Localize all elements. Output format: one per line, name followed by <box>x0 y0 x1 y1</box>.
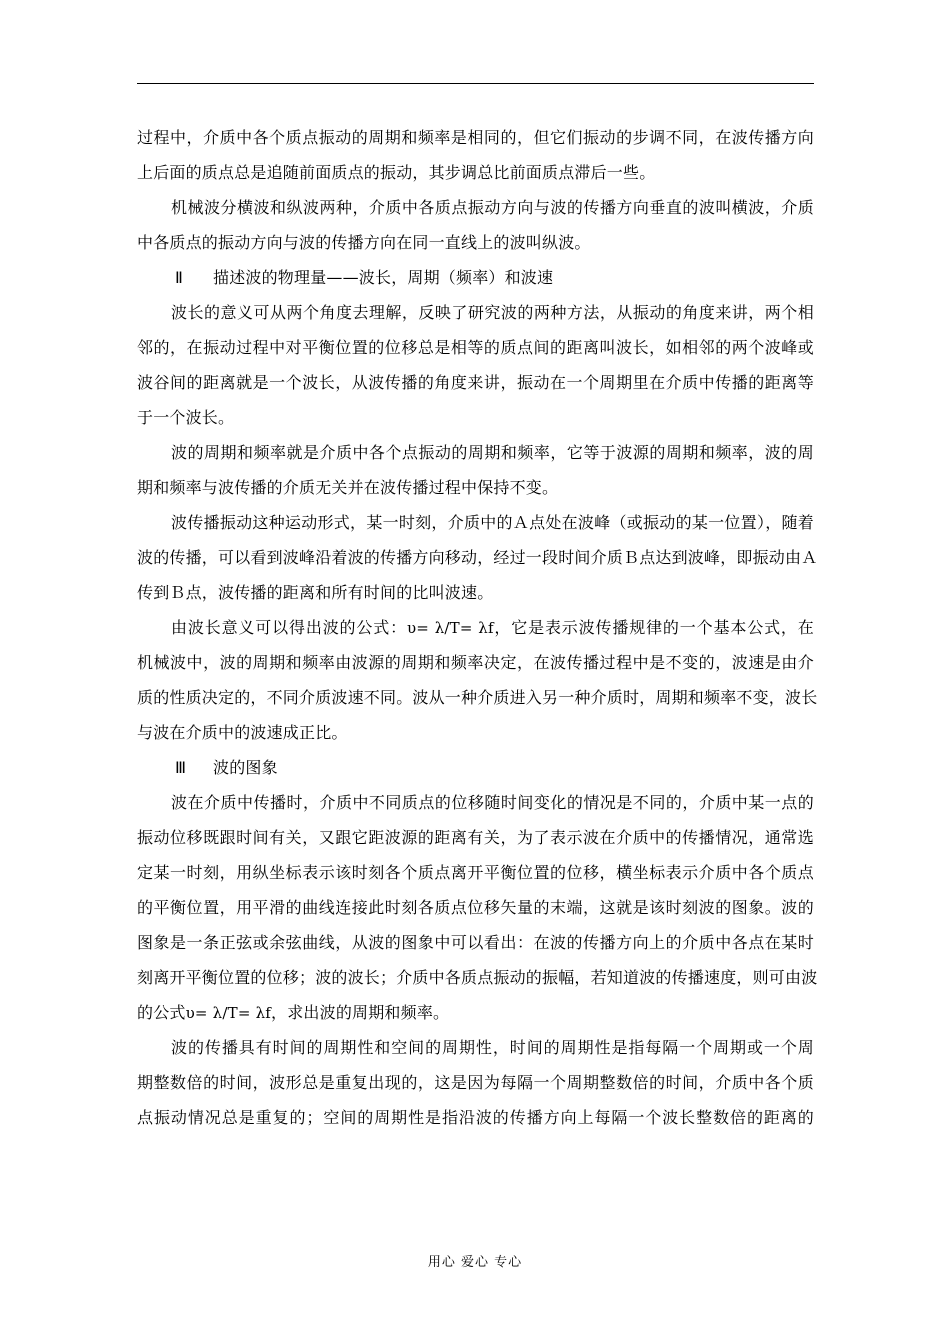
text-line: 波谷间的距离就是一个波长，从波传播的角度来讲，振动在一个周期里在介质中传播的距离等 <box>137 373 814 392</box>
formula-prefix: 的公式 <box>137 1003 186 1022</box>
text-line: 定某一时刻，用纵坐标表示该时刻各个质点离开平衡位置的位移，横坐标表示介质中各个质点 <box>137 863 814 882</box>
text-line: 波在介质中传播时，介质中不同质点的位移随时间变化的情况是不同的，介质中某一点的 <box>171 793 814 812</box>
text-line: 与波在介质中的波速成正比。 <box>137 723 348 742</box>
text-line: 图象是一条正弦或余弦曲线，从波的图象中可以看出：在波的传播方向上的介质中各点在某时 <box>137 933 814 952</box>
text-line: 机械波中，波的周期和频率由波源的周期和频率决定，在波传播过程中是不变的，波速是由介 <box>137 653 814 672</box>
text-line: 期整数倍的时间，波形总是重复出现的，这是因为每隔一个周期整数倍的时间，介质中各个质 <box>137 1073 814 1092</box>
text-line: 期和频率与波传播的介质无关并在波传播过程中保持不变。 <box>137 478 559 497</box>
text-line: 刻离开平衡位置的位移；波的波长；介质中各质点振动的振幅，若知道波的传播速度，则可由波 <box>137 968 818 987</box>
header-rule <box>137 83 814 84</box>
text-line: 中各质点的振动方向与波的传播方向在同一直线上的波叫纵波。 <box>137 233 591 252</box>
text-line: 点振动情况总是重复的；空间的周期性是指沿波的传播方向上每隔一个波长整数倍的距离的 <box>137 1108 814 1127</box>
text-line: 波的周期和频率就是介质中各个点振动的周期和频率，它等于波源的周期和频率，波的周 <box>171 443 814 462</box>
section-number: Ⅲ <box>175 758 187 777</box>
text-line: 于一个波长。 <box>137 408 235 427</box>
section-heading-2 <box>175 268 553 288</box>
text-line: 振动位移既跟时间有关，又跟它距波源的距离有关，为了表示波在介质中的传播情况，通常选 <box>137 828 814 847</box>
text-line: 波长的意义可从两个角度去理解，反映了研究波的两种方法，从振动的角度来讲，两个相 <box>171 303 814 322</box>
formula-suffix: ，求出波的周期和频率。 <box>271 1003 450 1022</box>
formula-line <box>137 618 814 638</box>
text-line: 过程中，介质中各个质点振动的周期和频率是相同的，但它们振动的步调不同，在波传播方向 <box>137 128 814 147</box>
section-title: 波的图象 <box>213 758 278 777</box>
text-line: 波传播振动这种运动形式，某一时刻，介质中的Ａ点处在波峰（或振动的某一位置），随着 <box>171 513 814 532</box>
wave-formula: υ= λ/T= λf <box>406 619 494 637</box>
text-line: 质的性质决定的，不同介质波速不同。波从一种介质进入另一种介质时，周期和频率不变，波长 <box>137 688 818 707</box>
formula-prefix: 由波长意义可以得出波的公式： <box>171 618 407 637</box>
section-heading-3 <box>175 758 278 778</box>
page-footer: 用心 爱心 专心 <box>427 1255 523 1270</box>
text-line: 的平衡位置，用平滑的曲线连接此时刻各质点位移矢量的末端，这就是该时刻波的图象。波的 <box>137 898 814 917</box>
text-line: 邻的，在振动过程中对平衡位置的位移总是相等的质点间的距离叫波长，如相邻的两个波峰或 <box>137 338 814 357</box>
section-number: Ⅱ <box>175 268 184 287</box>
text-line: 波的传播，可以看到波峰沿着波的传播方向移动，经过一段时间介质Ｂ点达到波峰，即振动由Ａ <box>137 548 818 567</box>
formula-suffix: ，它是表示波传播规律的一个基本公式，在 <box>493 618 814 637</box>
text-line: 波的传播具有时间的周期性和空间的周期性，时间的周期性是指每隔一个周期或一个周 <box>171 1038 814 1057</box>
text-line: 传到Ｂ点，波传播的距离和所有时间的比叫波速。 <box>137 583 494 602</box>
text-line: 机械波分横波和纵波两种，介质中各质点振动方向与波的传播方向垂直的波叫横波，介质 <box>171 198 814 217</box>
section-title: 描述波的物理量——波长，周期（频率）和波速 <box>213 268 554 287</box>
text-line: 上后面的质点总是追随前面质点的振动，其步调总比前面质点滞后一些。 <box>137 163 656 182</box>
formula-line <box>137 1003 814 1023</box>
wave-formula: υ= λ/T= λf <box>185 1004 272 1022</box>
